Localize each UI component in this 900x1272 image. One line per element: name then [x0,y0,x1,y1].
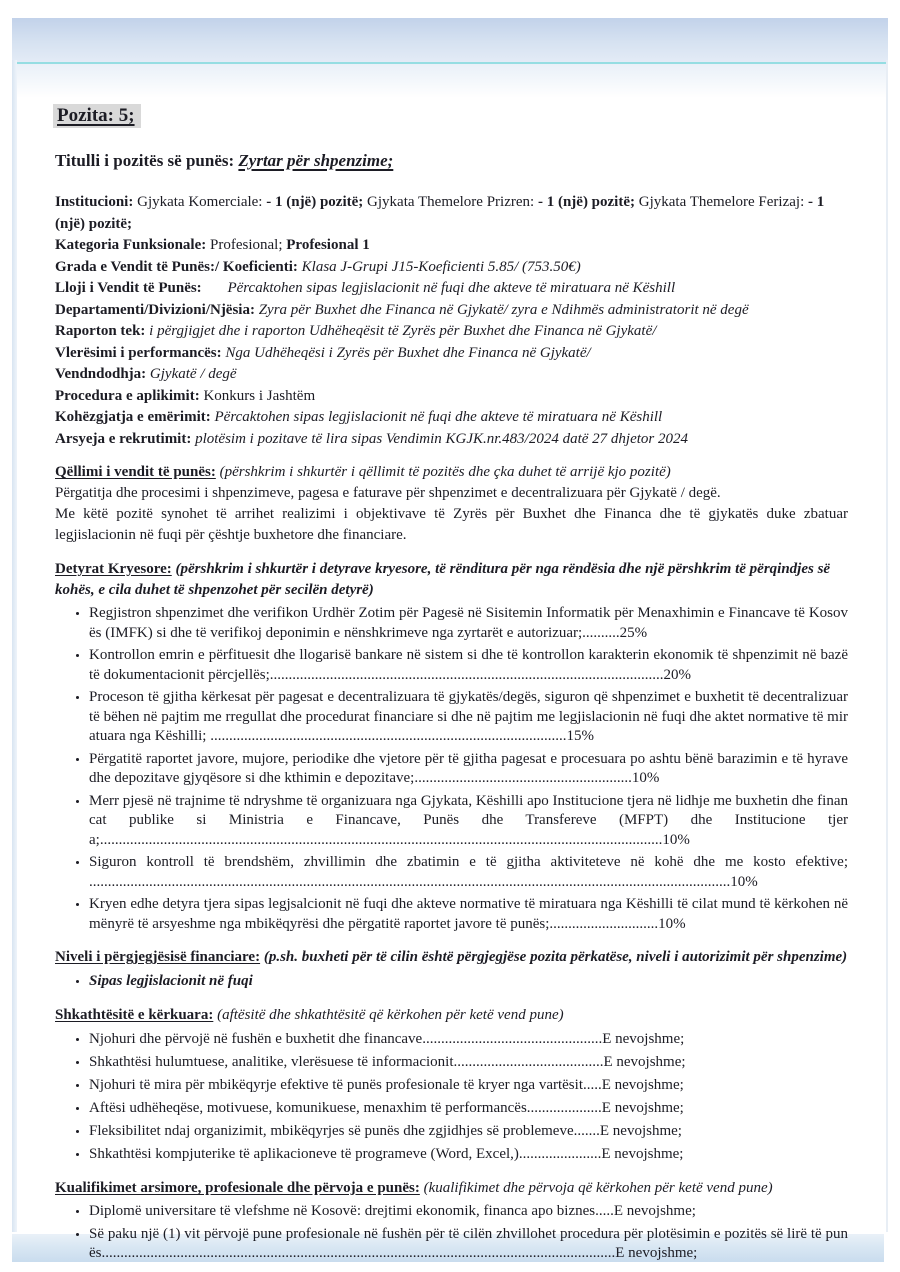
skill-item: • Shkathtësi hulumtuese, analitike, vlerësuese të informacionit........................................E nevojshme; [89,1052,848,1073]
task-item: • Kontrollon emrin e përfituesit dhe llogarisë bankare në sistem si dhe të kontrollon karakterin ekonomik të shpenzimit në bazë të dokumentacionit përcjellës;.........................................................................................................20% [89,646,848,685]
section-financial-heading: Niveli i përgjegjësisë financiare: (p.sh. buxheti për të cilin është përgjegjëse pozita përkatëse, niveli i autorizimit për shpenzime) [55,949,848,965]
info-line-reports-to: Raporton tek: i përgjigjet dhe i raporton Udhëheqësit të Zyrës për Buxhet dhe Financa në Gjykatë/ [55,323,657,339]
task-item: • Kryen edhe detyra tjera sipas legjsalcionit në fuqi dhe akteve normative të miratuara nga Këshilli të cilat mund të kërkohen në mënyrë të arsyeshme nga mbikëqyrësi dhe përgatitë raportet javore të punës;.............................10% [89,895,848,934]
scan-left-edge [12,60,17,1232]
section-skills [55,1005,848,1165]
section-skills-heading: Shkathtësitë e kërkuara: (aftësitë dhe shkathtësitë që kërkohen për ketë vend pune) [55,1007,564,1023]
skill-item: • Fleksibilitet ndaj organizimit, mbikëqyrjes së punës dhe zgjidhjes së problemeve.......E nevojshme; [89,1121,848,1142]
financial-item: • Sipas legjislacionit në fuqi [89,971,848,992]
section-skills-note: (aftësitë dhe shkathtësitë që kërkohen për ketë vend pune) [217,1007,564,1023]
info-line-type: Lloji i Vendit të Punës: Përcaktohen sipas legjislacionit në fuqi dhe akteve të miratuara në Këshill [55,280,676,296]
main-tasks-list [55,604,848,934]
position-details [55,192,848,450]
position-heading: Pozita: 5; [57,105,135,126]
skills-list [55,1029,848,1165]
info-line-location: Vendndodhja: Gjykatë / degë [55,366,237,382]
skill-item: • Njohuri dhe përvojë në fushën e buxhetit dhe financave................................................E nevojshme; [89,1029,848,1050]
skill-item: • Njohuri të mira për mbikëqyrje efektive të punës profesionale të kryer nga vartësit.....E nevojshme; [89,1075,848,1096]
task-item: • Proceson të gjitha kërkesat për pagesat e decentralizuara të gjykatës/degës, siguron që shpenzimet e buxhetit të decentralizuar të bëhen në pajtim me rregullat dhe procedurat financiare si dhe në pajtim me legjislacionin në fuqi dhe aktet normative të miratuara nga Këshilli; ...............................................................................................15% [89,688,848,747]
purpose-paragraph-1: Përgatitja dhe procesimi i shpenzimeve, pagesa e faturave për shpenzimet e decentralizuara për Gjykatë / degë. [55,485,721,501]
section-tasks-note: (përshkrim i shkurtër i detyrave kryesore, të rënditura për nga rëndësia dhe një përshkrim të përqindjes së kohës, e cila duhet të shpenzohet për secilën detyrë) [55,561,831,598]
job-title-label: Titulli i pozitës së punës: [55,151,235,170]
purpose-paragraph-2: Me këtë pozitë synohet të arrihet realizimi i objektivave të Zyrës për Buxhet dhe Financa dhe të gjykatës duke zbatuar legjislacionin në fuqi për çështje buxhetore dhe financiare. [55,506,848,543]
section-qualifications-heading: Kualifikimet arsimore, profesionale dhe përvoja e punës: (kualifikimet dhe përvoja që kërkohen për ketë vend pune) [55,1180,773,1196]
scan-top-band-fade [12,64,888,98]
info-line-duration: Kohëzgjatja e emërimit: Përcaktohen sipas legjislacionit në fuqi dhe akteve të miratuara në Këshill [55,409,663,425]
section-qualifications-note: (kualifikimet dhe përvoja që kërkohen për ketë vend pune) [423,1180,773,1196]
info-line-category: Kategoria Funksionale: Profesional; Profesional 1 [55,237,370,253]
qualification-item: • Diplomë universitare të vlefshme në Kosovë: drejtimi ekonomik, financa apo biznes.....E nevojshme; [89,1202,848,1222]
task-item: • Regjistron shpenzimet dhe verifikon Urdhër Zotim për Pagesë në Sisitemin Informatik për Menaxhimin e Financave të Kosovës (IMFK) si dhe të verifikoj deponimin e nënshkrimeve nga zyrtarët e autorizuar;..........25% [89,604,848,643]
job-title-line [55,150,848,172]
section-purpose [55,462,848,546]
info-line-procedure: Procedura e aplikimit: Konkurs i Jashtëm [55,387,316,404]
section-financial-responsibility [55,947,848,992]
info-line-grade: Grada e Vendit të Punës:/ Koeficienti: Klasa J-Grupi J15-Koeficienti 5.85/ (753.50€) [55,258,581,275]
info-line-reason: Arsyeja e rekrutimit: plotësim i pozitave të lira sipas Vendimin KGJK.nr.483/2024 datë 27 dhjetor 2024 [55,430,688,447]
skill-item: • Aftësi udhëheqëse, motivuese, komunikuese, menaxhim të performancës....................E nevojshme; [89,1098,848,1119]
scan-right-edge [886,60,888,1232]
info-line-department: Departamenti/Divizioni/Njësia: Zyra për Buxhet dhe Financa në Gjykatë/ zyra e Ndihmës administratorit në degë [55,301,749,318]
section-purpose-note: (përshkrim i shkurtër i qëllimit të pozitës dhe çka duhet të arrijë kjo pozitë) [219,464,671,480]
task-item: • Përgatitë raportet javore, mujore, periodike dhe vjetore për të gjitha pagesat e procesuara po ashtu bënë barazimin e të hyrave dhe depozitave gjyqësore si dhe kthimin e depozitave;..........................................................10% [89,750,848,789]
task-item: • Merr pjesë në trajnime të ndryshme të organizuara nga Gjykata, Këshilli apo Institucione tjera në lidhje me buxhetin dhe financat publike si Ministria e Financave, Punës dhe Transfereve (MFPT) dhe Institucione tjera;......................................................................................................................................................10% [89,792,848,851]
qualification-item: • Së paku një (1) vit përvojë pune profesionale në fushën për të cilën zhvillohet procedura për plotësimin e pozitës së lirë të punës.........................................................................................................................................E nevojshme; [89,1225,848,1264]
document-content [55,104,848,1272]
section-tasks-heading: Detyrat Kryesore: (përshkrim i shkurtër i detyrave kryesore, të rënditura për nga rëndësia dhe një përshkrim të përqindjes së kohës, e cila duhet të shpenzohet për secilën detyrë) [55,561,831,598]
section-main-tasks [55,559,848,934]
task-item: • Siguron kontroll të brendshëm, zhvillimin dhe zbatimin e të gjitha aktiviteteve në kohë dhe me kosto efektive; ...........................................................................................................................................................................10% [89,853,848,892]
section-financial-note: (p.sh. buxheti për të cilin është përgjegjëse pozita përkatëse, niveli i autorizimit për shpenzime) [263,949,848,965]
job-title-value: Zyrtar për shpenzime; [238,151,394,170]
info-line-institution: Institucioni: Gjykata Komerciale: - 1 (një) pozitë; Gjykata Themelore Prizren: - 1 (një) pozitë; Gjykata Themelore Ferizaj: - 1 (një) pozitë; [55,194,825,232]
financial-list [55,971,848,992]
section-qualifications [55,1178,848,1264]
qualifications-list [55,1202,848,1264]
skill-item: • Shkathtësi kompjuterike të aplikacioneve të programeve (Word, Excel,)......................E nevojshme; [89,1144,848,1165]
section-purpose-heading: Qëllimi i vendit të punës: (përshkrim i shkurtër i qëllimit të pozitës dhe çka duhet të arrijë kjo pozitë) [55,464,671,480]
scan-top-band [12,18,888,64]
info-line-performance: Vlerësimi i performancës: Nga Udhëheqësi i Zyrës për Buxhet dhe Financa në Gjykatë/ [55,344,591,361]
